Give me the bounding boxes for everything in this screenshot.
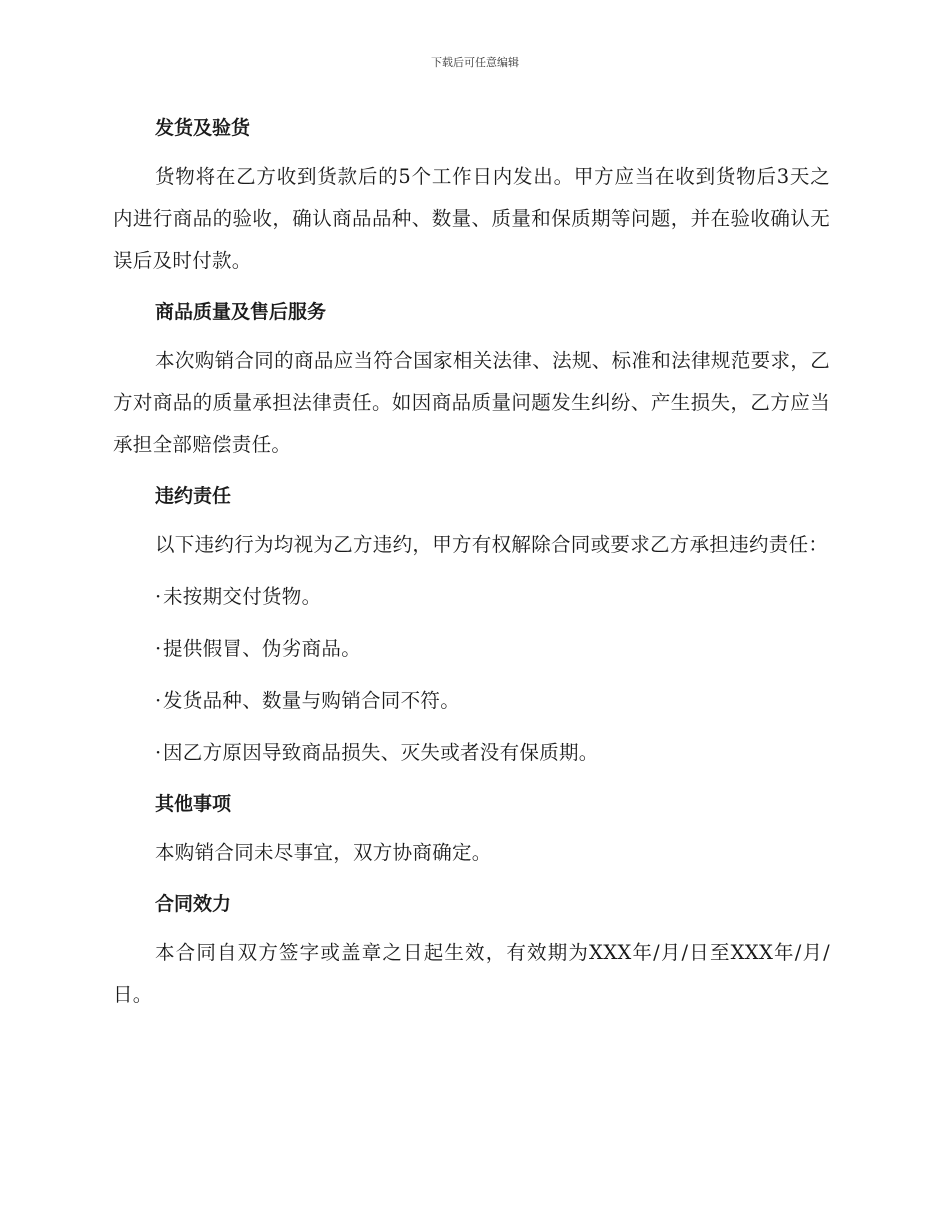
section-other	[113, 784, 830, 874]
list-item	[155, 628, 830, 670]
section-validity	[113, 884, 830, 1016]
list-item-text: 提供假冒、伪劣商品。	[163, 637, 362, 660]
section-paragraph: 货物将在乙方收到货款后的5个工作日内发出。甲方应当在收到货物后3天之内进行商品的验收，确认商品品种、数量、质量和保质期等问题，并在验收确认无误后及时付款。	[113, 165, 830, 272]
bullet-icon: ·	[155, 689, 162, 712]
section-paragraph: 本购销合同未尽事宜，双方协商确定。	[155, 841, 492, 864]
document-body	[113, 108, 830, 1026]
bullet-icon: ·	[155, 741, 162, 764]
section-paragraph: 本合同自双方签字或盖章之日起生效，有效期为XXX年/月/日至XXX年/月/日。	[113, 941, 830, 1006]
section-heading: 合同效力	[155, 893, 232, 915]
section-paragraph: 以下违约行为均视为乙方违约，甲方有权解除合同或要求乙方承担违约责任：	[155, 533, 829, 556]
section-quality	[113, 292, 830, 466]
section-delivery	[113, 108, 830, 282]
section-breach	[113, 476, 830, 774]
section-heading: 商品质量及售后服务	[155, 301, 327, 323]
list-item-text: 未按期交付货物。	[163, 585, 322, 608]
section-paragraph: 本次购销合同的商品应当符合国家相关法律、法规、标准和法律规范要求，乙方对商品的质量承担法律责任。如因商品质量问题发生纠纷、产生损失，乙方应当承担全部赔偿责任。	[113, 349, 830, 456]
section-heading: 其他事项	[155, 793, 232, 815]
list-item	[155, 732, 830, 774]
section-heading: 违约责任	[155, 485, 232, 507]
bullet-icon: ·	[155, 585, 162, 608]
list-item	[155, 680, 830, 722]
bullet-icon: ·	[155, 637, 162, 660]
breach-list	[113, 576, 830, 774]
list-item-text: 发货品种、数量与购销合同不符。	[163, 689, 461, 712]
list-item	[155, 576, 830, 618]
list-item-text: 因乙方原因导致商品损失、灭失或者没有保质期。	[163, 741, 599, 764]
section-heading: 发货及验货	[155, 117, 251, 139]
page-header: 下载后可任意编辑	[431, 56, 519, 69]
